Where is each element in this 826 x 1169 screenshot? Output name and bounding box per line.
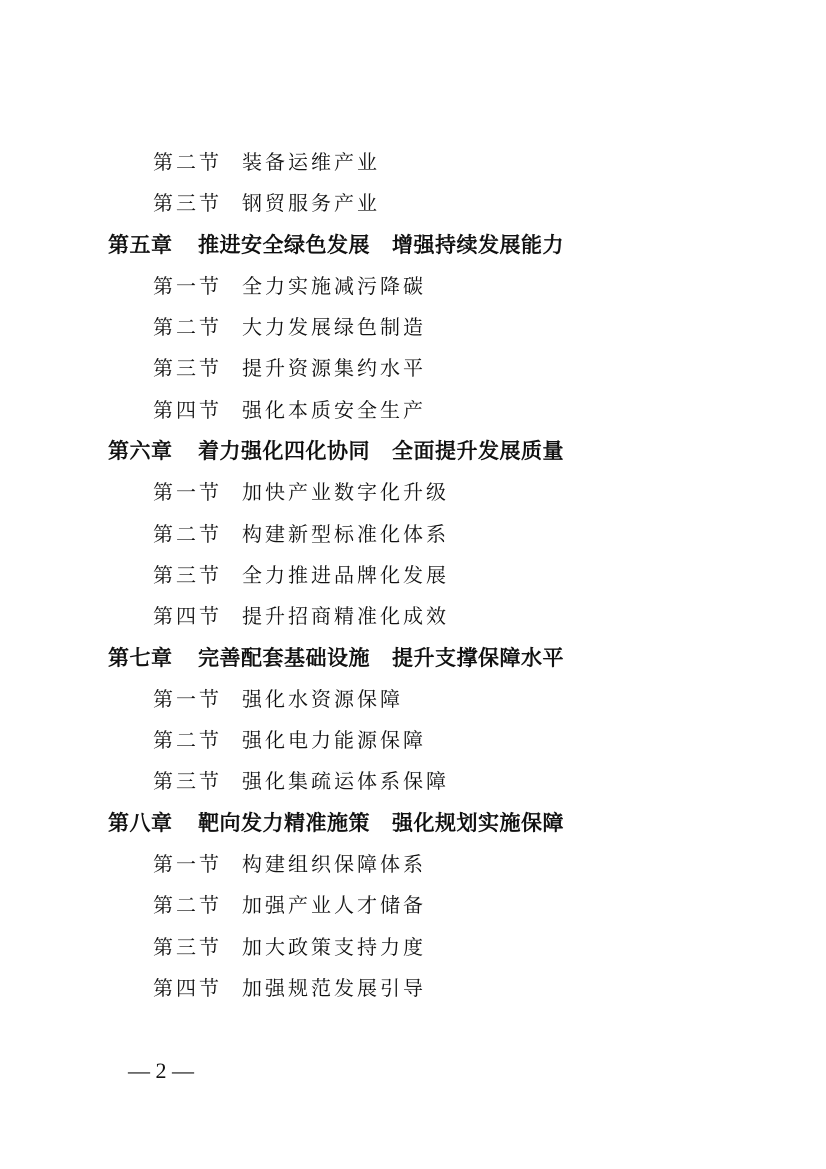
section-number: 第二节 [153, 728, 222, 753]
section-title: 构建新型标准化体系 [242, 521, 449, 546]
toc-section[interactable] [0, 927, 826, 968]
chapter-title-part-a: 推进安全绿色发展 [198, 232, 370, 257]
chapter-number: 第五章 [108, 232, 173, 257]
toc-section[interactable] [0, 596, 826, 637]
toc-section[interactable] [0, 142, 826, 183]
section-number: 第二节 [153, 315, 222, 340]
chapter-number: 第六章 [108, 439, 173, 464]
section-title: 大力发展绿色制造 [242, 315, 426, 340]
toc-section[interactable] [0, 761, 826, 802]
toc-section[interactable] [0, 555, 826, 596]
section-number: 第三节 [153, 769, 222, 794]
section-title: 强化水资源保障 [242, 686, 403, 711]
section-title: 强化集疏运体系保障 [242, 769, 449, 794]
chapter-number: 第七章 [108, 645, 173, 670]
section-number: 第三节 [153, 562, 222, 587]
section-number: 第二节 [153, 893, 222, 918]
section-title: 加强规范发展引导 [242, 975, 426, 1000]
toc-section[interactable] [0, 390, 826, 431]
section-title: 加大政策支持力度 [242, 934, 426, 959]
table-of-contents [0, 142, 826, 1009]
chapter-title-part-b: 增强持续发展能力 [392, 232, 564, 257]
section-title: 钢贸服务产业 [242, 191, 380, 216]
section-number: 第二节 [153, 150, 222, 174]
section-number: 第三节 [153, 356, 222, 381]
section-title: 提升招商精准化成效 [242, 604, 449, 629]
page-number: — 2 — [128, 1058, 194, 1083]
section-title: 强化电力能源保障 [242, 728, 426, 753]
section-number: 第四节 [153, 604, 222, 629]
chapter-title-part-b: 提升支撑保障水平 [392, 645, 564, 670]
section-number: 第一节 [153, 480, 222, 505]
toc-section[interactable] [0, 720, 826, 761]
section-number: 第四节 [153, 397, 222, 422]
chapter-title-part-b: 全面提升发展质量 [392, 439, 564, 464]
section-title: 构建组织保障体系 [242, 852, 426, 877]
section-title: 加强产业人才储备 [242, 893, 426, 918]
toc-section[interactable] [0, 307, 826, 348]
toc-chapter[interactable] [0, 638, 826, 679]
toc-section[interactable] [0, 885, 826, 926]
toc-section[interactable] [0, 514, 826, 555]
section-title: 全力推进品牌化发展 [242, 562, 449, 587]
section-title: 提升资源集约水平 [242, 356, 426, 381]
toc-section[interactable] [0, 183, 826, 224]
chapter-number: 第八章 [108, 810, 173, 835]
toc-chapter[interactable] [0, 431, 826, 472]
section-title: 装备运维产业 [242, 150, 380, 174]
section-title: 加快产业数字化升级 [242, 480, 449, 505]
section-title: 全力实施减污降碳 [242, 273, 426, 298]
section-number: 第一节 [153, 273, 222, 298]
chapter-title-part-a: 着力强化四化协同 [198, 439, 370, 464]
section-number: 第三节 [153, 934, 222, 959]
toc-section[interactable] [0, 266, 826, 307]
section-number: 第三节 [153, 191, 222, 216]
chapter-title-part-a: 完善配套基础设施 [198, 645, 370, 670]
section-number: 第二节 [153, 521, 222, 546]
toc-section[interactable] [0, 968, 826, 1009]
section-title: 强化本质安全生产 [242, 397, 426, 422]
toc-chapter[interactable] [0, 803, 826, 844]
toc-section[interactable] [0, 844, 826, 885]
chapter-title-part-b: 强化规划实施保障 [392, 810, 564, 835]
toc-section[interactable] [0, 679, 826, 720]
chapter-title-part-a: 靶向发力精准施策 [198, 810, 370, 835]
toc-section[interactable] [0, 348, 826, 389]
toc-section[interactable] [0, 472, 826, 513]
toc-chapter[interactable] [0, 225, 826, 266]
section-number: 第一节 [153, 686, 222, 711]
section-number: 第四节 [153, 975, 222, 1000]
section-number: 第一节 [153, 852, 222, 877]
